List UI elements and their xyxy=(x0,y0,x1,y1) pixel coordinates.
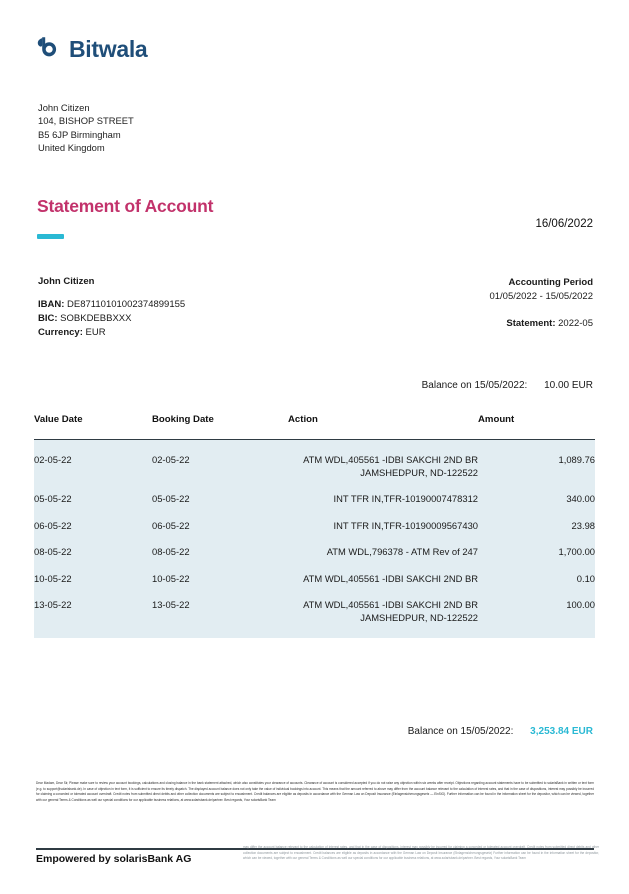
statement-value: 2022-05 xyxy=(558,318,593,329)
account-holder-name: John Citizen xyxy=(38,276,95,287)
address-line-4: United Kingdom xyxy=(38,141,105,153)
accounting-period xyxy=(489,276,593,331)
cell-value-date: 06-05-22 xyxy=(34,519,72,531)
document-date: 16/06/2022 xyxy=(535,218,593,230)
recipient-address xyxy=(38,101,134,154)
page-title: Statement of Account xyxy=(37,196,214,216)
cell-amount: 340.00 xyxy=(566,493,595,504)
column-header-amount: Amount xyxy=(478,414,595,440)
action-line-1: INT TFR IN,TFR-10190009567430 xyxy=(333,519,478,531)
cell-action xyxy=(288,539,478,566)
cell-booking-date: 02-05-22 xyxy=(152,454,190,465)
transactions-table xyxy=(34,414,595,638)
footer-label: Empowered by solarisBank AG xyxy=(36,853,192,865)
disclaimer-text: Dear Madam, Dear Sir, Please make sure to review your account bookings, calculations and closing balance in the bank statement attached, which also constitutes your clearance of accounts. Clearance of account is considered accepted if you do not raise any objection within six weeks after receipt. Objections regarding account statements have to be submitted to solarisBank in written or text form (e.g. to support@solarisbank.de). In case of objection in text form, it is sufficient to ensure its timely dispatch. The displayed account balance does not only take the value of individual bookings into account. This means that the amount referred to above may differ from the account balance relevant to the calculation of interest rates, and that in the case of dispositions, interest may possibly be incurred for claiming a conceded or tolerated account overdraft. Credit notes from submitted direct debits and other collection documents are subject to encashment. Credit balances are eligible as deposits in accordance with the German Law on Deposit Insurance (Einlagensicherungsgesetz — EinSiG). Further information can be found in the information sheet for the depositor, which can be viewed, together with our general Terms & Conditions as well our special conditions for our applicable business relations, at www.solarisbank.de/partner. Best regards, Your solarisBank Team xyxy=(36,781,594,802)
table-row xyxy=(34,513,595,540)
iban-row xyxy=(38,298,185,312)
table-row xyxy=(34,486,595,513)
cell-amount: 23.98 xyxy=(571,519,595,531)
cell-booking-date: 05-05-22 xyxy=(152,493,190,504)
opening-balance-amount: 10.00 EUR xyxy=(544,380,593,391)
address-line-1: John Citizen xyxy=(38,102,90,113)
column-header-action: Action xyxy=(288,414,478,440)
action-line-1: ATM WDL,405561 -IDBI SAKCHI 2ND BR xyxy=(303,599,478,610)
cell-booking-date: 10-05-22 xyxy=(152,572,190,584)
bic-value: SOBKDEBBXXX xyxy=(60,313,132,324)
cell-booking-date: 06-05-22 xyxy=(152,519,190,531)
cell-action xyxy=(288,592,478,638)
cell-amount: 1,089.76 xyxy=(558,454,595,465)
closing-balance-label: Balance on 15/05/2022: xyxy=(407,726,514,737)
action-line-1: ATM WDL,405561 -IDBI SAKCHI 2ND BR xyxy=(303,572,478,584)
column-header-booking-date: Booking Date xyxy=(152,414,288,440)
table-body xyxy=(34,440,595,639)
cell-value-date: 10-05-22 xyxy=(34,572,72,584)
iban-label: IBAN: xyxy=(38,299,65,310)
cell-action xyxy=(288,513,478,540)
bic-row xyxy=(38,312,185,326)
cell-action xyxy=(288,486,478,513)
cell-booking-date: 08-05-22 xyxy=(152,546,190,557)
opening-balance-label: Balance on 15/05/2022: xyxy=(421,380,528,391)
accounting-period-range: 01/05/2022 - 15/05/2022 xyxy=(489,291,593,302)
cell-value-date: 05-05-22 xyxy=(34,493,72,504)
cell-action xyxy=(288,440,478,487)
cell-value-date: 13-05-22 xyxy=(34,599,72,610)
brand-name: Bitwala xyxy=(69,35,148,62)
statement-number-row xyxy=(489,317,593,331)
currency-value: EUR xyxy=(85,327,106,338)
cell-value-date: 08-05-22 xyxy=(34,546,72,557)
brand-logo xyxy=(36,36,147,62)
accounting-period-title: Accounting Period xyxy=(508,277,593,288)
table-row xyxy=(34,592,595,638)
action-line-1: ATM WDL,796378 - ATM Rev of 247 xyxy=(326,546,478,557)
currency-label: Currency: xyxy=(38,327,83,338)
table-header xyxy=(34,414,595,440)
cell-amount: 100.00 xyxy=(566,599,595,610)
cell-amount: 1,700.00 xyxy=(558,546,595,557)
bitwala-logo-icon xyxy=(36,36,62,62)
bic-label: BIC: xyxy=(38,313,58,324)
cell-amount: 0.10 xyxy=(576,572,595,584)
account-details xyxy=(38,275,185,340)
footer-overlap-artifact: may differ the account balance relevant to the calculation of interest rates, and that in the case of dispositions, interest may possibly be incurred for claiming a conceded or tolerated account overdraft. Credit notes from submitted direct debits and other collection documents are subject to encashment. Credit balances are eligible as deposits in accordance with the German Law on Deposit Insurance (Einlagensicherungsgesetz) Further information can be found in the information sheet for the depositor, which can be viewed, together with our general Terms & Conditions as well our special conditions for our applicable business relations, at www.solarisbank.de/partner. Best regards, Your solarisBank Team xyxy=(243,845,599,861)
address-line-2: 104, BISHOP STREET xyxy=(38,115,134,127)
cell-value-date: 02-05-22 xyxy=(34,454,72,465)
action-line-1: INT TFR IN,TFR-10190007478312 xyxy=(333,493,478,504)
currency-row xyxy=(38,326,185,340)
address-line-3: B5 6JP Birmingham xyxy=(38,128,121,140)
statement-label: Statement: xyxy=(506,318,556,329)
cell-booking-date: 13-05-22 xyxy=(152,599,190,610)
column-header-value-date: Value Date xyxy=(34,414,152,440)
closing-balance xyxy=(408,726,593,737)
cell-action xyxy=(288,566,478,593)
table-row xyxy=(34,539,595,566)
table-row xyxy=(34,440,595,487)
table-header-row xyxy=(34,414,595,440)
table-row xyxy=(34,566,595,593)
action-line-1: ATM WDL,405561 -IDBI SAKCHI 2ND BR xyxy=(303,454,478,465)
transactions-table-wrapper xyxy=(34,414,595,638)
action-line-2: JAMSHEDPUR, ND-122522 xyxy=(360,466,478,478)
title-accent-bar xyxy=(37,234,64,239)
closing-balance-amount: 3,253.84 EUR xyxy=(530,726,593,737)
iban-value: DE87110101002374899155 xyxy=(67,299,186,310)
action-line-2: JAMSHEDPUR, ND-122522 xyxy=(360,611,478,623)
opening-balance xyxy=(422,380,593,391)
